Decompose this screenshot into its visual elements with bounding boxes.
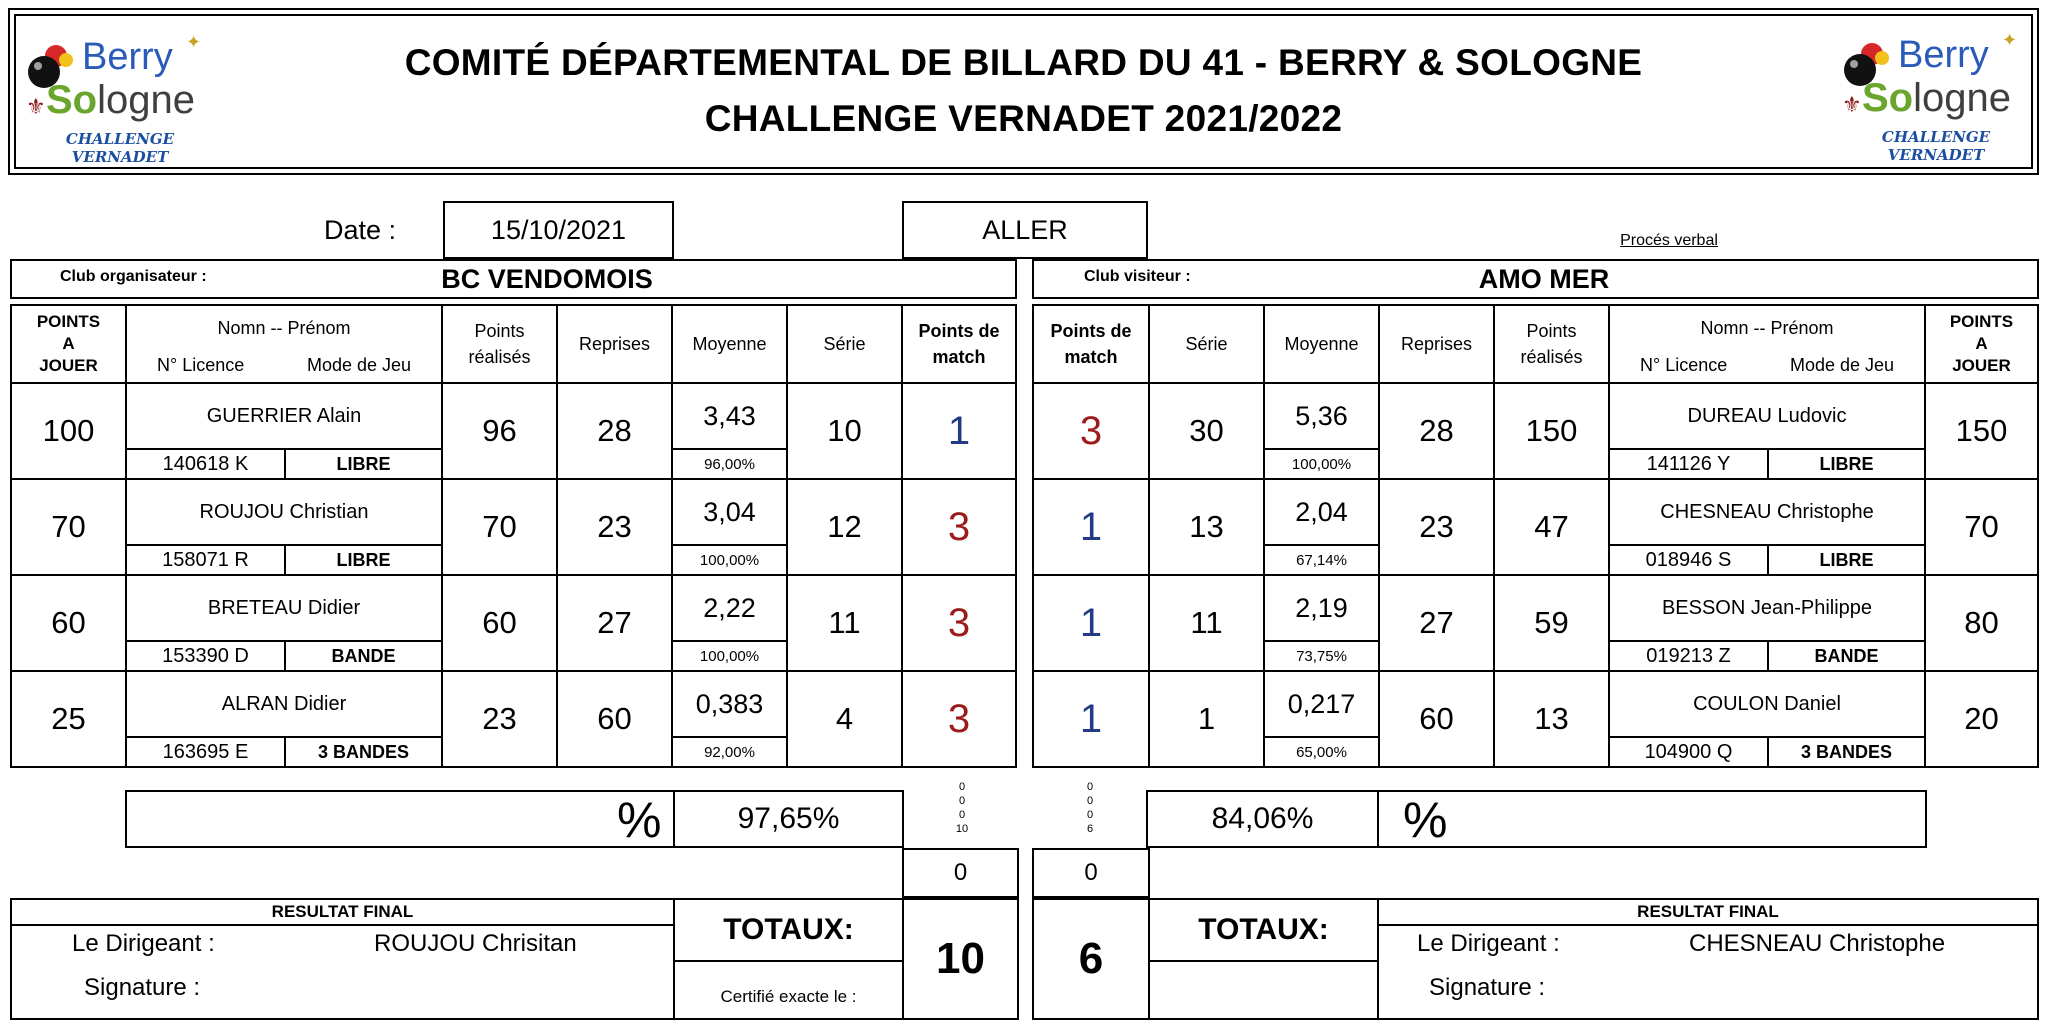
home-club-label: Club organisateur : bbox=[60, 268, 207, 285]
logo-right bbox=[1836, 20, 2036, 164]
home-reprises: 60 bbox=[556, 670, 673, 768]
home-total-points: 10 bbox=[902, 898, 1019, 1020]
home-player-licence: 163695 E bbox=[125, 736, 286, 768]
away-player-licence: 104900 Q bbox=[1608, 736, 1769, 768]
home-moyenne: 2,22 bbox=[671, 574, 788, 642]
home-totaux-box: TOTAUX: Certifié exacte le : bbox=[673, 898, 904, 1020]
away-moyenne: 0,217 bbox=[1263, 670, 1380, 738]
date-label: Date : bbox=[323, 214, 397, 245]
away-dirigeant-label: Le Dirigeant : bbox=[1417, 930, 1560, 957]
home-match-points: 3 bbox=[901, 670, 1017, 768]
home-percent-value: 97,65% bbox=[673, 790, 904, 848]
away-club-bar bbox=[1032, 259, 2039, 299]
star-icon: ✦ bbox=[186, 32, 202, 52]
away-points-realises: 59 bbox=[1493, 574, 1610, 672]
away-pts-a-jouer: 150 bbox=[1924, 382, 2039, 480]
home-moyenne-pct: 96,00% bbox=[671, 448, 788, 480]
away-col-nom-prenom: Nomn -- Prénom N° Licence Mode de Jeu bbox=[1608, 304, 1926, 384]
home-moyenne: 3,43 bbox=[671, 382, 788, 450]
home-player-licence: 153390 D bbox=[125, 640, 286, 672]
away-points-realises: 13 bbox=[1493, 670, 1610, 768]
home-moyenne-pct: 100,00% bbox=[671, 544, 788, 576]
home-points-realises: 60 bbox=[441, 574, 558, 672]
home-serie: 4 bbox=[786, 670, 903, 768]
away-percent-box bbox=[1377, 790, 1927, 848]
fleur-icon: ⚜ bbox=[1842, 92, 1862, 117]
home-subtotal: 0 bbox=[902, 848, 1019, 898]
home-player-licence: 158071 R bbox=[125, 544, 286, 576]
away-player-name: COULON Daniel bbox=[1608, 670, 1926, 738]
home-pts-a-jouer: 25 bbox=[10, 670, 127, 768]
away-serie: 1 bbox=[1148, 670, 1265, 768]
away-col-points-realises: Points réalisés bbox=[1493, 304, 1610, 384]
away-reprises: 60 bbox=[1378, 670, 1495, 768]
proces-verbal-link[interactable]: Procés verbal bbox=[1620, 232, 1718, 249]
home-player-name: ROUJOU Christian bbox=[125, 478, 443, 546]
home-reprises: 27 bbox=[556, 574, 673, 672]
home-points-realises: 23 bbox=[441, 670, 558, 768]
home-moyenne: 3,04 bbox=[671, 478, 788, 546]
away-points-realises: 150 bbox=[1493, 382, 1610, 480]
home-mode-jeu: 3 BANDES bbox=[284, 736, 443, 768]
home-col-points-realises: Points réalisés bbox=[441, 304, 558, 384]
home-player-name: ALRAN Didier bbox=[125, 670, 443, 738]
home-percent-sign: % bbox=[617, 792, 662, 848]
away-pts-a-jouer: 80 bbox=[1924, 574, 2039, 672]
home-reprises: 23 bbox=[556, 478, 673, 576]
away-signature-label: Signature : bbox=[1429, 974, 1546, 1001]
logo-left bbox=[20, 22, 220, 166]
away-match-points: 1 bbox=[1032, 574, 1150, 672]
home-signature-label: Signature : bbox=[84, 974, 201, 1001]
home-serie: 10 bbox=[786, 382, 903, 480]
away-moyenne: 2,19 bbox=[1263, 574, 1380, 642]
away-moyenne-pct: 65,00% bbox=[1263, 736, 1380, 768]
away-col-serie: Série bbox=[1148, 304, 1265, 384]
away-player-licence: 018946 S bbox=[1608, 544, 1769, 576]
away-moyenne-pct: 100,00% bbox=[1263, 448, 1380, 480]
home-mode-jeu: LIBRE bbox=[284, 448, 443, 480]
home-moyenne: 0,383 bbox=[671, 670, 788, 738]
away-serie: 30 bbox=[1148, 382, 1265, 480]
home-col-points-a-jouer: POINTS A JOUER bbox=[10, 304, 127, 384]
away-subtotal: 0 bbox=[1032, 848, 1150, 898]
home-pts-a-jouer: 60 bbox=[10, 574, 127, 672]
home-dirigeant-name: ROUJOU Chrisitan bbox=[374, 930, 577, 957]
away-percent-value: 84,06% bbox=[1146, 790, 1379, 848]
home-dirigeant-label: Le Dirigeant : bbox=[72, 930, 215, 957]
home-col-points-match: Points de match bbox=[901, 304, 1017, 384]
away-reprises: 27 bbox=[1378, 574, 1495, 672]
leg-field[interactable]: ALLER bbox=[902, 201, 1148, 259]
away-serie: 11 bbox=[1148, 574, 1265, 672]
away-club-name: AMO MER bbox=[1478, 263, 1610, 294]
away-mode-jeu: BANDE bbox=[1767, 640, 1926, 672]
away-pts-a-jouer: 70 bbox=[1924, 478, 2039, 576]
away-col-moyenne: Moyenne bbox=[1263, 304, 1380, 384]
away-match-points: 1 bbox=[1032, 670, 1150, 768]
away-serie: 13 bbox=[1148, 478, 1265, 576]
away-player-name: BESSON Jean-Philippe bbox=[1608, 574, 1926, 642]
away-reprises: 23 bbox=[1378, 478, 1495, 576]
away-match-points: 3 bbox=[1032, 382, 1150, 480]
away-small-digits: 0 0 0 6 bbox=[1086, 781, 1094, 835]
home-pts-a-jouer: 70 bbox=[10, 478, 127, 576]
away-total-points: 6 bbox=[1032, 898, 1150, 1020]
home-club-bar bbox=[10, 259, 1017, 299]
away-player-name: DUREAU Ludovic bbox=[1608, 382, 1926, 450]
logo-berry-text: Berry bbox=[82, 36, 173, 78]
away-col-reprises: Reprises bbox=[1378, 304, 1495, 384]
home-result-final: RESULTAT FINAL Le Dirigeant : ROUJOU Chrisitan Signature : bbox=[10, 898, 675, 1020]
away-totaux-box: TOTAUX: bbox=[1148, 898, 1379, 1020]
away-club-label: Club visiteur : bbox=[1084, 268, 1191, 285]
date-field[interactable]: 15/10/2021 bbox=[443, 201, 674, 259]
home-serie: 12 bbox=[786, 478, 903, 576]
away-dirigeant-name: CHESNEAU Christophe bbox=[1689, 930, 1946, 957]
home-player-name: GUERRIER Alain bbox=[125, 382, 443, 450]
away-player-licence: 019213 Z bbox=[1608, 640, 1769, 672]
page-title-line1: COMITÉ DÉPARTEMENTAL DE BILLARD DU 41 - BERRY & SOLOGNE bbox=[404, 42, 1643, 83]
home-match-points: 3 bbox=[901, 574, 1017, 672]
away-col-points-a-jouer: POINTS A JOUER bbox=[1924, 304, 2039, 384]
home-mode-jeu: BANDE bbox=[284, 640, 443, 672]
home-col-nom-prenom: Nomn -- Prénom N° Licence Mode de Jeu bbox=[125, 304, 443, 384]
home-points-realises: 96 bbox=[441, 382, 558, 480]
logo-berry-text: Berry bbox=[1898, 34, 1989, 76]
certifie-label: Certifié exacte le : bbox=[720, 987, 857, 1006]
home-small-digits: 0 0 0 10 bbox=[955, 781, 969, 835]
home-pts-a-jouer: 100 bbox=[10, 382, 127, 480]
away-player-name: CHESNEAU Christophe bbox=[1608, 478, 1926, 546]
away-moyenne: 2,04 bbox=[1263, 478, 1380, 546]
logo-sologne-text: Sologne bbox=[1862, 76, 2011, 120]
home-moyenne-pct: 100,00% bbox=[671, 640, 788, 672]
away-moyenne-pct: 73,75% bbox=[1263, 640, 1380, 672]
home-col-serie: Série bbox=[786, 304, 903, 384]
home-moyenne-pct: 92,00% bbox=[671, 736, 788, 768]
home-col-moyenne: Moyenne bbox=[671, 304, 788, 384]
away-col-points-match: Points de match bbox=[1032, 304, 1150, 384]
home-match-points: 3 bbox=[901, 478, 1017, 576]
away-mode-jeu: LIBRE bbox=[1767, 448, 1926, 480]
away-points-realises: 47 bbox=[1493, 478, 1610, 576]
logo-challenge-text: CHALLENGE VERNADET bbox=[65, 130, 175, 166]
away-mode-jeu: 3 BANDES bbox=[1767, 736, 1926, 768]
home-col-reprises: Reprises bbox=[556, 304, 673, 384]
away-player-licence: 141126 Y bbox=[1608, 448, 1769, 480]
home-percent-box bbox=[125, 790, 675, 848]
home-club-name: BC VENDOMOIS bbox=[441, 263, 653, 294]
away-pts-a-jouer: 20 bbox=[1924, 670, 2039, 768]
logo-challenge-text: CHALLENGE VERNADET bbox=[1881, 128, 1991, 164]
home-player-licence: 140618 K bbox=[125, 448, 286, 480]
home-serie: 11 bbox=[786, 574, 903, 672]
away-reprises: 28 bbox=[1378, 382, 1495, 480]
home-match-points: 1 bbox=[901, 382, 1017, 480]
home-reprises: 28 bbox=[556, 382, 673, 480]
away-mode-jeu: LIBRE bbox=[1767, 544, 1926, 576]
home-points-realises: 70 bbox=[441, 478, 558, 576]
page-title-line2: CHALLENGE VERNADET 2021/2022 bbox=[704, 98, 1343, 139]
away-match-points: 1 bbox=[1032, 478, 1150, 576]
fleur-icon: ⚜ bbox=[26, 94, 46, 119]
home-mode-jeu: LIBRE bbox=[284, 544, 443, 576]
home-player-name: BRETEAU Didier bbox=[125, 574, 443, 642]
away-moyenne: 5,36 bbox=[1263, 382, 1380, 450]
away-result-final: RESULTAT FINAL Le Dirigeant : CHESNEAU Christophe Signature : bbox=[1377, 898, 2039, 1020]
away-percent-sign: % bbox=[1403, 792, 1448, 848]
logo-sologne-text: Sologne bbox=[46, 78, 195, 122]
away-moyenne-pct: 67,14% bbox=[1263, 544, 1380, 576]
star-icon: ✦ bbox=[2002, 30, 2018, 50]
